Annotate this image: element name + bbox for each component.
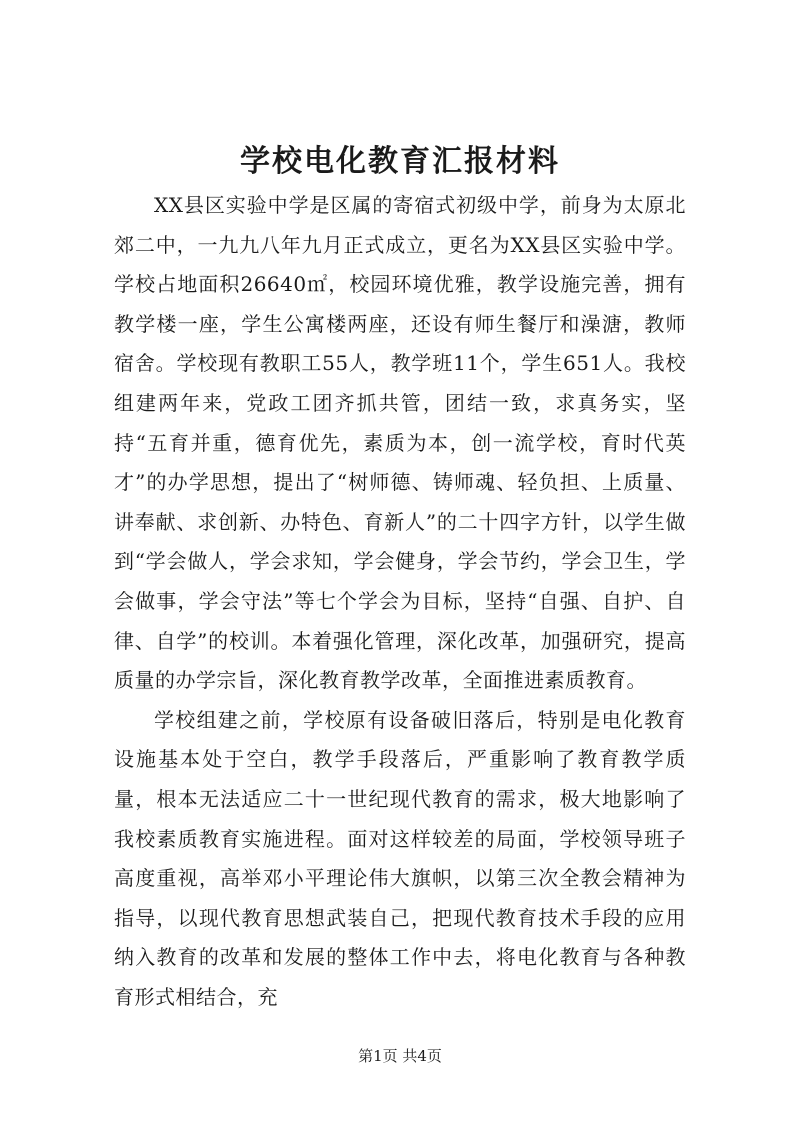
document-body [114, 186, 686, 1017]
document-title: 学校电化教育汇报材料 [240, 144, 560, 179]
page-footer: 第1页 共4页 [358, 1047, 442, 1065]
paragraph-2: 学校组建之前，学校原有设备破旧落后，特别是电化教育设施基本处于空白，教学手段落后，严重影响了教育教学质量，根本无法适应二十一世纪现代教育的需求，极大地影响了我校素质教育实施进程。面对这样较差的局面，学校领导班子高度重视，高举邓小平理论伟大旗帜，以第三次全教会精神为指导，以现代教育思想武装自己，把现代教育技术手段的应用纳入教育的改革和发展的整体工作中去，将电化教育与各种教育形式相结合，充 [114, 707, 686, 1009]
paragraph-1: XX县区实验中学是区属的寄宿式初级中学，前身为太原北郊二中，一九九八年九月正式成立，更名为XX县区实验中学。学校占地面积26640㎡，校园环境优雅，教学设施完善，拥有教学楼一座，学生公寓楼两座，还设有师生餐厅和澡溏，教师宿舍。学校现有教职工55人，教学班11个，学生651人。我校组建两年来，党政工团齐抓共管，团结一致，求真务实，坚持“五育并重，德育优先，素质为本，创一流学校，育时代英才”的办学思想，提出了“树师德、铸师魂、轻负担、上质量、讲奉献、求创新、办特色、育新人”的二十四字方针，以学生做到“学会做人，学会求知，学会健身，学会节约，学会卫生，学会做事，学会守法”等七个学会为目标，坚持“自强、自护、自律、自学”的校训。本着强化管理，深化改革，加强研究，提高质量的办学宗旨，深化教育教学改革，全面推进素质教育。 [114, 193, 686, 693]
